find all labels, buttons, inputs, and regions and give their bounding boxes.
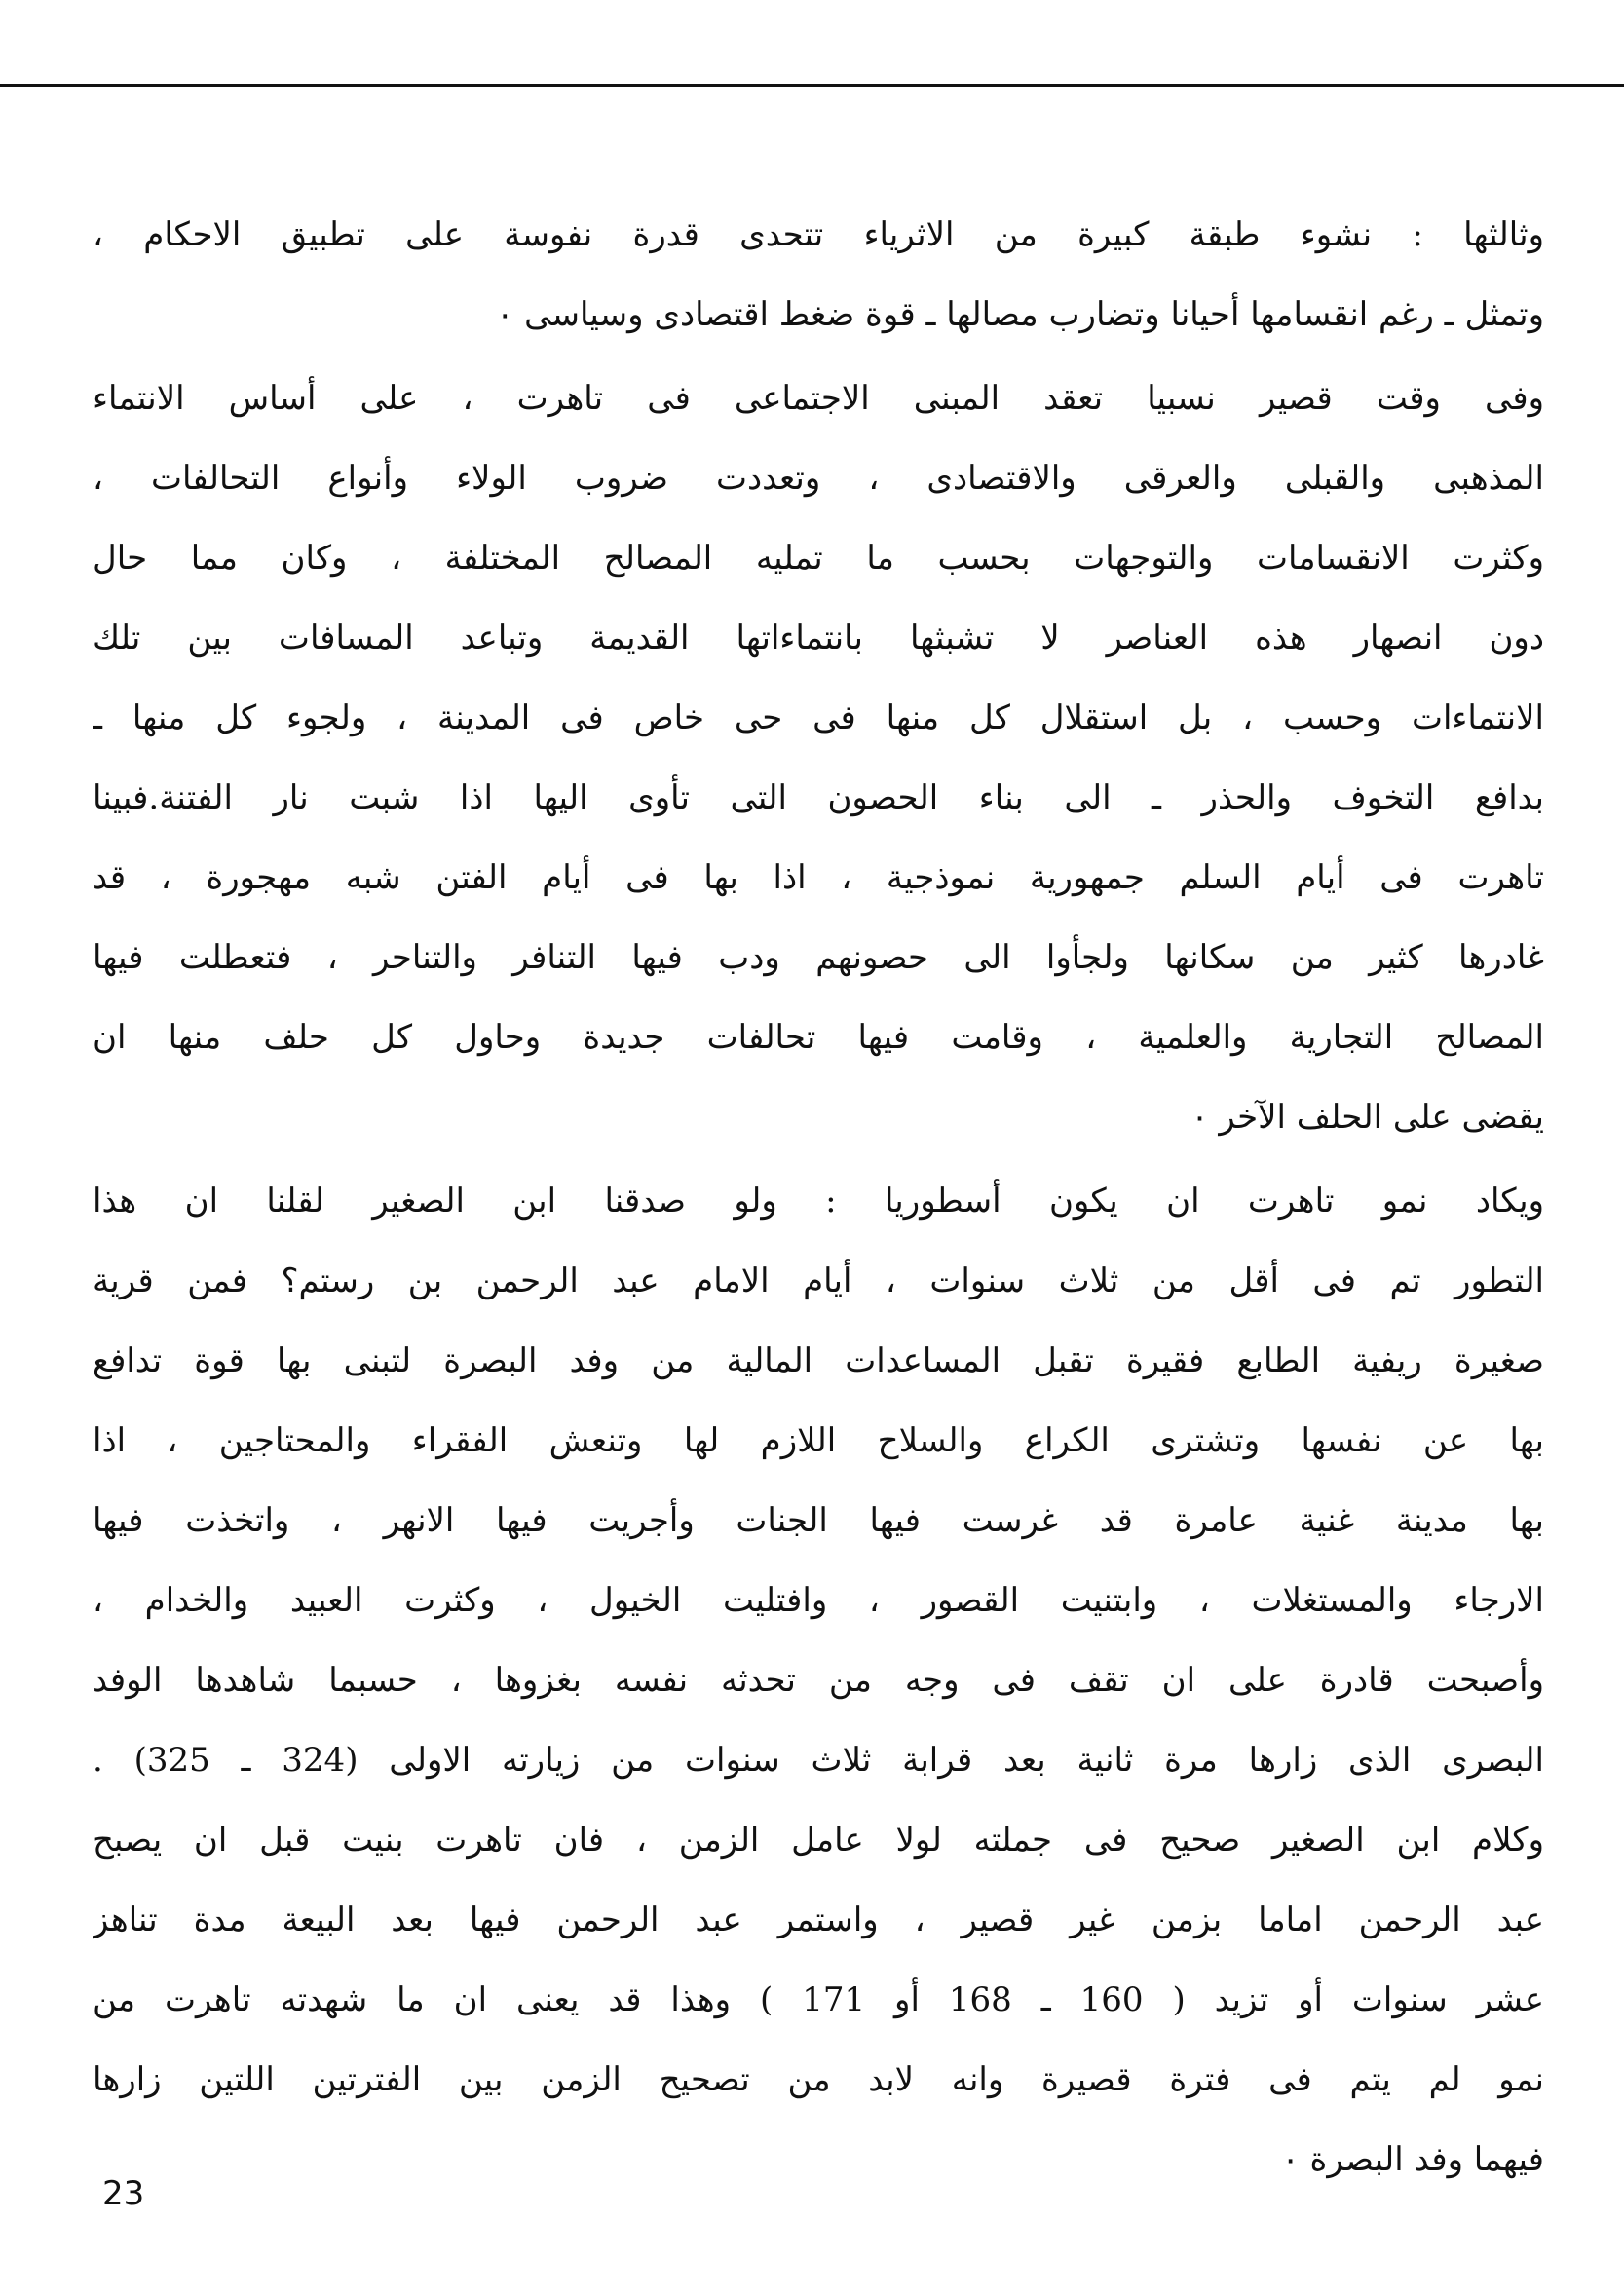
- text-line: صغيرة ريفية الطابع فقيرة تقبل المساعدات المالية من وفد البصرة لتبنى بها قوة تدافع: [93, 1341, 1544, 1380]
- text-line: غادرها كثير من سكانها ولجأوا الى حصونهم ودب فيها التنافر والتناحر ، فتعطلت فيها: [93, 938, 1544, 977]
- paragraph: [93, 1161, 1544, 2200]
- text-line: ويكاد نمو تاهرت ان يكون أسطوريا : ولو صدقنا ابن الصغير لقلنا ان هذا: [93, 1182, 1544, 1221]
- text-line: البصرى الذى زارها مرة ثانية بعد قرابة ثلاث سنوات من زيارته الاولى (324 ـ 325) .: [93, 1741, 1544, 1780]
- text-line: يقضى على الحلف الآخر ٠: [1190, 1098, 1544, 1137]
- paragraph: [93, 358, 1544, 1157]
- text-line: وكثرت الانقسامات والتوجهات بحسب ما تمليه المصالح المختلفة ، وكان مما حال: [93, 539, 1544, 578]
- text-line: دون انصهار هذه العناصر لا تشبثها بانتماءاتها القديمة وتباعد المسافات بين تلك: [93, 619, 1544, 658]
- text-line: وأصبحت قادرة على ان تقف فى وجه من تحدثه نفسه بغزوها ، حسبما شاهدها الوفد: [93, 1661, 1544, 1700]
- text-line: نمو لم يتم فى فترة قصيرة وانه لابد من تصحيح الزمن بين الفترتين اللتين زارها: [93, 2060, 1544, 2099]
- text-line: بها مدينة غنية عامرة قد غرست فيها الجنات وأجريت فيها الانهر ، واتخذت فيها: [93, 1501, 1544, 1540]
- page-body: [93, 195, 1544, 2203]
- text-line: المصالح التجارية والعلمية ، وقامت فيها تحالفات جديدة وحاول كل حلف منها ان: [93, 1018, 1544, 1057]
- text-line: فيهما وفد البصرة ٠: [1281, 2140, 1544, 2179]
- text-line: تاهرت فى أيام السلم جمهورية نموذجية ، اذا بها فى أيام الفتن شبه مهجورة ، قد: [93, 858, 1544, 897]
- text-line: المذهبى والقبلى والعرقى والاقتصادى ، وتعددت ضروب الولاء وأنواع التحالفات ،: [93, 459, 1544, 498]
- paragraph: [93, 195, 1544, 355]
- text-line: وكلام ابن الصغير صحيح فى جملته لولا عامل الزمن ، فان تاهرت بنيت قبل ان يصبح: [93, 1821, 1544, 1860]
- text-line: عبد الرحمن اماما بزمن غير قصير ، واستمر عبد الرحمن فيها بعد البيعة مدة تناهز: [93, 1901, 1544, 1939]
- page-number: 23: [102, 2174, 145, 2213]
- text-line: الارجاء والمستغلات ، وابتنيت القصور ، وافتليت الخيول ، وكثرت العبيد والخدام ،: [93, 1581, 1544, 1620]
- text-line: وتمثل ـ رغم انقسامها أحيانا وتضارب مصالها ـ قوة ضغط اقتصادى وسياسى ٠: [496, 295, 1544, 334]
- text-line: عشر سنوات أو تزيد ( 160 ـ 168 أو 171 ) وهذا قد يعنى ان ما شهدته تاهرت من: [93, 1980, 1544, 2019]
- text-line: التطور تم فى أقل من ثلاث سنوات ، أيام الامام عبد الرحمن بن رستم؟ فمن قرية: [93, 1261, 1544, 1300]
- text-line: الانتماءات وحسب ، بل استقلال كل منها فى حى خاص فى المدينة ، ولجوء كل منها ـ: [93, 698, 1544, 737]
- text-line: بدافع التخوف والحذر ـ الى بناء الحصون التى تأوى اليها اذا شبت نار الفتنة.فبينا: [93, 778, 1544, 817]
- text-line: وفى وقت قصير نسبيا تعقد المبنى الاجتماعى فى تاهرت ، على أساس الانتماء: [93, 379, 1544, 418]
- text-line: وثالثها : نشوء طبقة كبيرة من الاثرياء تتحدى قدرة نفوسة على تطبيق الاحكام ،: [93, 215, 1544, 254]
- top-rule: [0, 84, 1624, 87]
- text-line: بها عن نفسها وتشترى الكراع والسلاح اللازم لها وتنعش الفقراء والمحتاجين ، اذا: [93, 1421, 1544, 1460]
